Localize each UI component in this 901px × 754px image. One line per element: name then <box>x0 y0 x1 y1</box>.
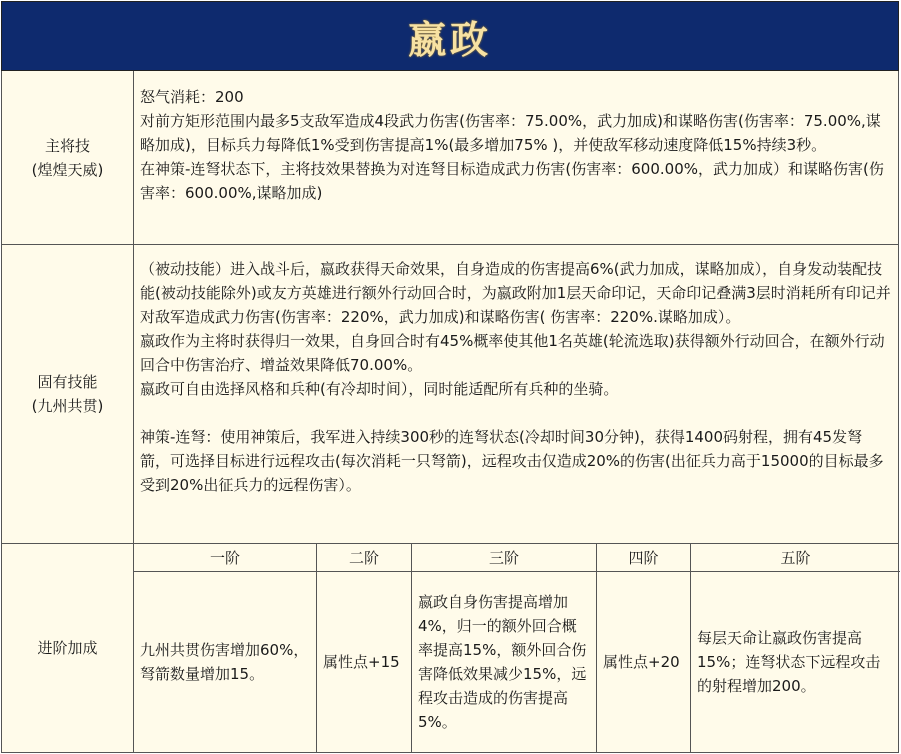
innate-skill-line: 嬴政作为主将时获得归一效果，自身回合时有45%概率使其他1名英雄(轮流选取)获得额外行动回合，在额外行动回合中伤害治疗、增益效果降低70.00%。 <box>140 332 885 374</box>
title-bar <box>1 1 899 71</box>
tier-text-2: 属性点+15 <box>323 653 400 671</box>
innate-skill-line: （被动技能）进入战斗后，嬴政获得天命效果，自身造成的伤害提高6%(武力加成，谋略加成），自身发动装配技能(被动技能除外)或友方英雄进行额外行动回合时，为嬴政附加1层天命印记，天命印记叠满3层时消耗所有印记并对敌军造成武力伤害(伤害率：220%，武力加成)和谋略伤害( 伤害率：220%.谋略加成）。 <box>140 260 891 326</box>
tier-cell-4 <box>597 572 691 752</box>
innate-skill-description <box>134 245 898 543</box>
tier-cell-5 <box>691 572 900 752</box>
main-skill-sublabel: (煌煌天威) <box>31 160 104 179</box>
innate-skill-sublabel: (九州共贯) <box>31 397 104 415</box>
innate-skill-row <box>1 245 899 544</box>
main-skill-label-cell <box>2 71 134 244</box>
main-skill-label: 主将技 <box>44 136 90 155</box>
tier-header-5: 五阶 <box>691 544 900 572</box>
main-skill-line: 对前方矩形范围内最多5支敌军造成4段武力伤害(伤害率：75.00%，武力加成)和谋略伤害(伤害率：75.00%,谋略加成)，目标兵力每降低1%受到伤害提高1%(最多增加75% )，并使敌军移动速度降低15%持续3秒。 <box>140 112 881 154</box>
tier-cell-2 <box>317 572 412 752</box>
tier-text-5: 每层天命让嬴政伤害提高15%；连弩状态下远程攻击的射程增加200。 <box>697 629 881 695</box>
tier-cell-1 <box>134 572 317 752</box>
main-skill-line: 怒气消耗：200 <box>140 88 244 106</box>
tier-text-3: 嬴政自身伤害提高增加4%，归一的额外回合概率提高15%，额外回合伤害降低效果减少15%，远程攻击造成的伤害提高5%。 <box>418 593 587 731</box>
innate-skill-line: 嬴政可自由选择风格和兵种(有冷却时间），同时能适配所有兵种的坐骑。 <box>140 380 619 398</box>
advance-label-cell <box>2 544 134 752</box>
advance-tier-grid <box>134 544 898 752</box>
innate-skill-label: 固有技能 <box>37 373 98 391</box>
advance-row <box>1 544 899 753</box>
main-skill-description <box>134 71 898 244</box>
innate-skill-line: 神策-连弩：使用神策后，我军进入持续300秒的连弩状态(冷却时间30分钟)，获得1400码射程，拥有45发弩箭，可选择目标进行远程攻击(每次消耗一只弩箭)，远程攻击仅造成20%的伤害(出征兵力高于15000的目标最多受到20%出征兵力的远程伤害）。 <box>140 428 884 494</box>
paragraph-gap <box>140 401 892 425</box>
innate-skill-label-cell <box>2 245 134 543</box>
page-title: 嬴政 <box>407 16 492 62</box>
tier-header-2: 二阶 <box>317 544 412 572</box>
tier-header-4: 四阶 <box>597 544 691 572</box>
main-skill-row <box>1 71 899 245</box>
tier-text-1: 九州共贯伤害增加60%，弩箭数量增加15。 <box>140 641 309 683</box>
tier-header-1: 一阶 <box>134 544 317 572</box>
tier-cell-3 <box>412 572 597 752</box>
tier-text-4: 属性点+20 <box>603 653 680 671</box>
advance-label: 进阶加成 <box>37 639 98 657</box>
main-skill-line: 在神策-连弩状态下，主将技效果替换为对连弩目标造成武力伤害(伤害率：600.00%，武力加成）和谋略伤害(伤害率：600.00%,谋略加成) <box>140 160 884 202</box>
tier-header-3: 三阶 <box>412 544 597 572</box>
